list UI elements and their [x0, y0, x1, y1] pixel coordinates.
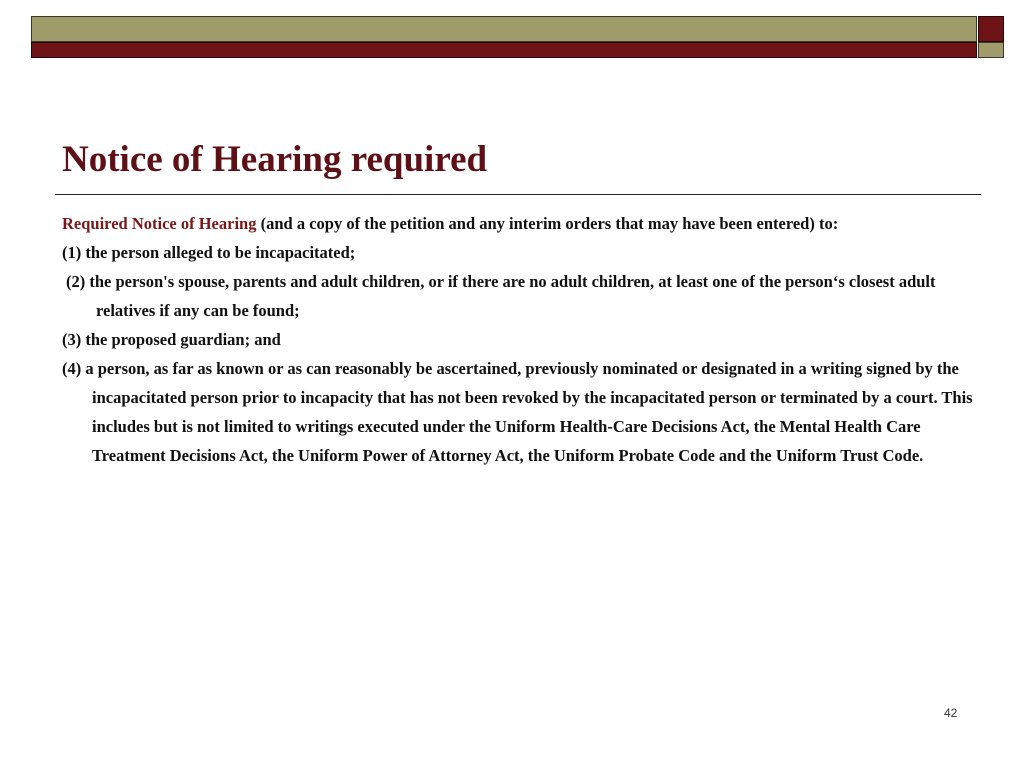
slide-title: Notice of Hearing required	[62, 139, 488, 180]
page-number: 42	[944, 706, 958, 720]
intro-highlight: Required Notice of Hearing	[62, 214, 257, 233]
list-item-4: (4) a person, as far as known or as can reasonably be ascertained, previously nominated or designated in a writing signed by the incapacitated person prior to incapacity that has not been revoked by the incapacitated person or terminated by a court. This includes but is not limited to writings executed under the Uniform Health-Care Decisions Act, the Mental Health Care Treatment Decisions Act, the Uniform Power of Attorney Act, the Uniform Probate Code and the Uniform Trust Code.	[62, 359, 973, 465]
slide-body	[62, 209, 982, 470]
header-olive-bar	[31, 16, 977, 42]
header-olive-square	[978, 42, 1004, 58]
intro-paragraph	[62, 209, 982, 238]
list-item-2: (2) the person's spouse, parents and adult children, or if there are no adult children, at least one of the person‘s closest adult relatives if any can be found;	[66, 272, 936, 320]
title-divider	[55, 194, 981, 195]
header-maroon-square	[978, 16, 1004, 42]
list-item-3: (3) the proposed guardian; and	[62, 330, 281, 349]
header-maroon-bar	[31, 42, 977, 58]
intro-text: (and a copy of the petition and any interim orders that may have been entered) to:	[256, 214, 839, 233]
list-item-1: (1) the person alleged to be incapacitated;	[62, 243, 356, 262]
